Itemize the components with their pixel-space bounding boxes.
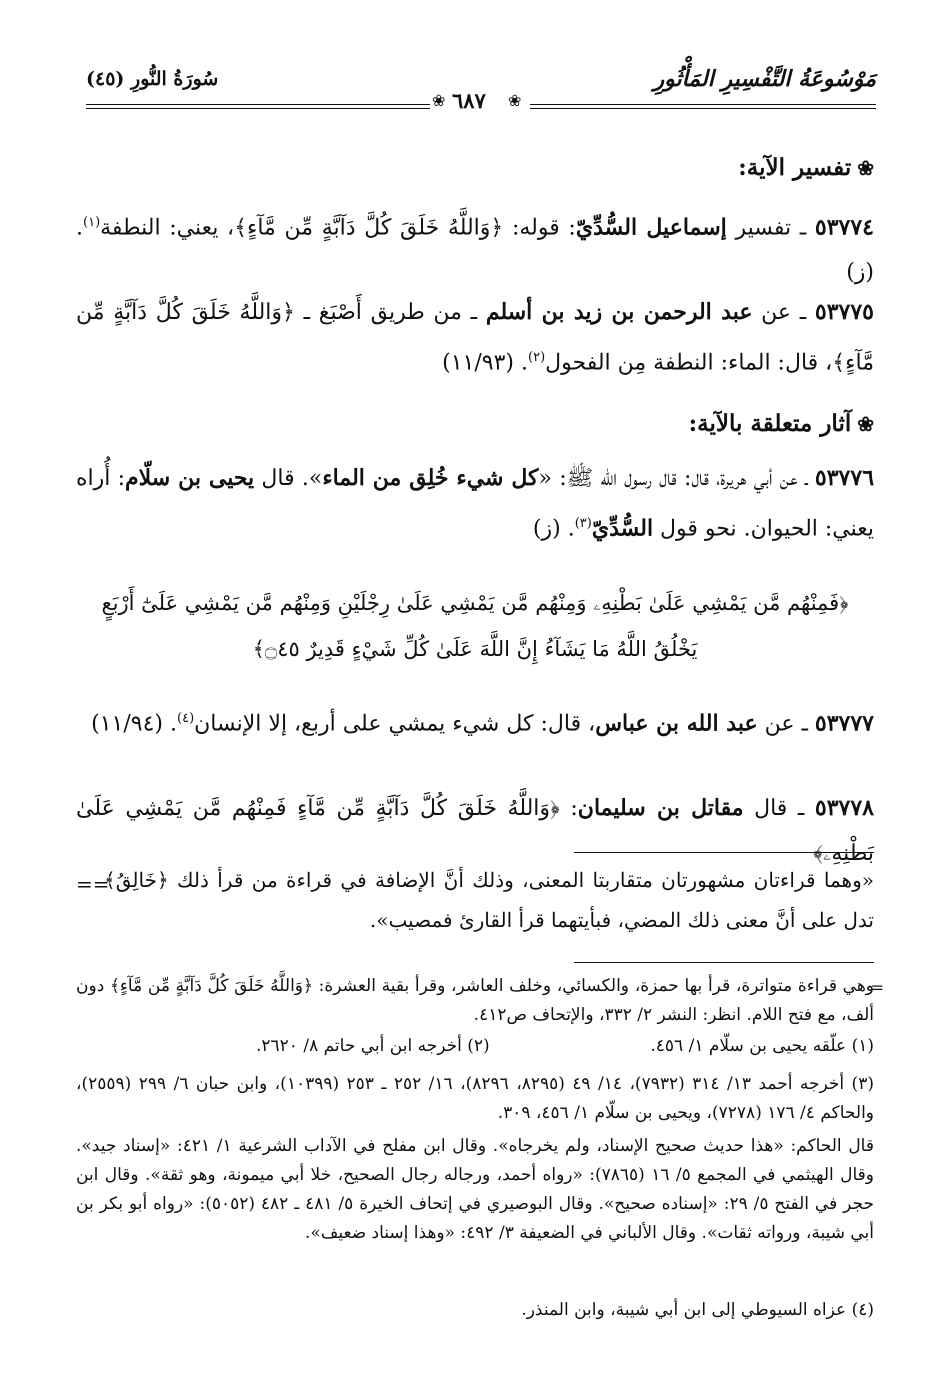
entry-53777: ٥٣٧٧٧ ـ عن عبد الله بن عباس، قال: كل شيء يمشي على أربع، إلا الإنسان$^{(٤)}$. (١١/٩٤) — [91, 710, 874, 737]
continuation-mark: = — [870, 978, 884, 997]
header-rule-right-2 — [530, 108, 876, 109]
footnote-eq: وهي قراءة متواترة، قرأ بها حمزة، والكسائي، وخلف العاشر، وقرأ بقية العشرة: ﴿وَاللَّهُ خَلَقَ كُلَّ دَآبَّةٍ مِّن مَّآءٍ﴾ دون ألف، مع فتح اللام. انظر: النشر ٢/ ٣٣٢، والإتحاف ص٤١٢. — [76, 976, 874, 1025]
footnote-1: (١) علّقه يحيى بن سلّام ١/ ٤٥٦. — [650, 1036, 874, 1056]
entry-53774: ٥٣٧٧٤ ـ تفسير إسماعيل السُّدِّيّ: قوله: ﴿وَاللَّهُ خَلَقَ كُلَّ دَآبَّةٍ مِّن مَّآءٍ﴾، يعني: النطفة$^{(١)}$. (ز) — [76, 214, 874, 286]
page-number: ٦٨٧ — [452, 88, 486, 113]
ornament-icon: ❀ — [508, 91, 522, 110]
quran-verse: ﴿فَمِنْهُم مَّن يَمْشِي عَلَىٰ بَطْنِهِۦ وَمِنْهُم مَّن يَمْشِي عَلَىٰ رِجْلَيْنِ وَمِنْهُم مَّن يَمْشِي عَلَىٰٓ أَرْبَعٍ يَخْلُقُ اللَّهُ مَا يَشَآءُ إِنَّ اللَّهَ عَلَىٰ كُلِّ شَيْءٍ قَدِيرٌ ۝٤٥﴾ — [101, 591, 849, 661]
footnote-ref: (٢) — [528, 350, 546, 365]
flower-icon: ❀ — [857, 412, 874, 436]
footnote-separator — [574, 852, 874, 853]
header-rule-right — [530, 104, 876, 105]
header-rule-left — [86, 104, 430, 105]
section-heading-tafsir: ❀تفسير الآية: — [738, 154, 874, 181]
footnote-ref: (١) — [83, 215, 101, 230]
footnote-continuation: «وهما قراءتان مشهورتان متقاربتا المعنى، وذلك أنَّ الإضافة في قراءة من قرأ ذلك ﴿خَالِقُ﴾ تدل على أنَّ معنى ذلك المضي، فبأيتهما قرأ القارئ فمصيب». — [104, 868, 874, 932]
continuation-mark: == — [76, 872, 110, 896]
flower-icon: ❀ — [857, 156, 874, 180]
section-heading-athar: ❀آثار متعلقة بالآية: — [688, 410, 874, 437]
entry-53775: ٥٣٧٧٥ ـ عن عبد الرحمن بن زيد بن أسلم ـ من طريق أَصْبَغ ـ ﴿وَاللَّهُ خَلَقَ كُلَّ دَآبَّةٍ مِّن مَّآءٍ﴾، قال: الماء: النطفة مِن الفحول$^{(٢)}$. (١١/٩٣) — [76, 299, 874, 376]
footnote-3-continued: قال الحاكم: «هذا حديث صحيح الإسناد، ولم يخرجاه». وقال ابن مفلح في الآداب الشرعية ١/ ٤٢١: «إسناد جيد». وقال الهيثمي في المجمع ٥/ ١٦ (٧٨٦٥): «رواه أحمد، ورجاله رجال الصحيح، خلا أبي ميمونة، وهو ثقة». وقال ابن حجر في الفتح ٥/ ٢٩: «إسناده صحيح». وقال البوصيري في إتحاف الخيرة ٥/ ٤٨١ ـ ٤٨٢ (٥٠٥٢): «رواه أبو بكر بن أبي شيبة، ورواته ثقات». وقال الألباني في الضعيفة ٣/ ٤٩٢: «وهذا إسناد ضعيف». — [76, 1136, 874, 1243]
footnote-separator — [574, 962, 874, 963]
surah-title: سُورَةُ النُّورِ (٤٥) — [86, 68, 219, 90]
ornament-icon: ❀ — [432, 91, 446, 110]
footnote-ref: (٣) — [574, 516, 592, 531]
header-rule-left-2 — [86, 108, 430, 109]
footnote-4: (٤) عزاه السيوطي إلى ابن أبي شيبة، وابن المنذر. — [521, 1300, 874, 1320]
footnote-3: (٣) أخرجه أحمد ١٣/ ٣١٤ (٧٩٣٢)، ١٤/ ٤٩ (٨٢٩٥، ٨٢٩٦)، ١٦/ ٢٥٢ ـ ٢٥٣ (١٠٣٩٩)، وابن حبان ٦/ ٢٩٩ (٢٥٥٩)، والحاكم ٤/ ١٧٦ (٧٢٧٨)، ويحيى بن سلّام ١/ ٤٥٦، ٣٠٩. — [76, 1074, 874, 1123]
entry-53778: ٥٣٧٧٨ ـ قال مقاتل بن سليمان: ﴿وَاللَّهُ خَلَقَ كُلَّ دَآبَّةٍ مِّن مَّآءٍ فَمِنْهُم مَّن يَمْشِي عَلَىٰ بَطْنِهِۦ﴾ — [76, 795, 874, 866]
entry-53776: ٥٣٧٧٦ ـ عن أبي هريرة، قال: قال رسول الله ﷺ: «كل شيء خُلِق من الماء». قال يحيى بن سلّام: أُراه يعني: الحيوان. نحو قول السُّدِّيّ$^{(٣)}$. (ز) — [76, 465, 875, 542]
book-title: مَوْسُوعَةُ التَّفْسِيرِ المَأْثُورِ — [653, 66, 876, 92]
footnote-2: (٢) أخرجه ابن أبي حاتم ٨/ ٢٦٢٠. — [256, 1036, 490, 1056]
footnotes-1-2 — [76, 1032, 874, 1061]
footnote-ref: (٤) — [177, 711, 195, 726]
